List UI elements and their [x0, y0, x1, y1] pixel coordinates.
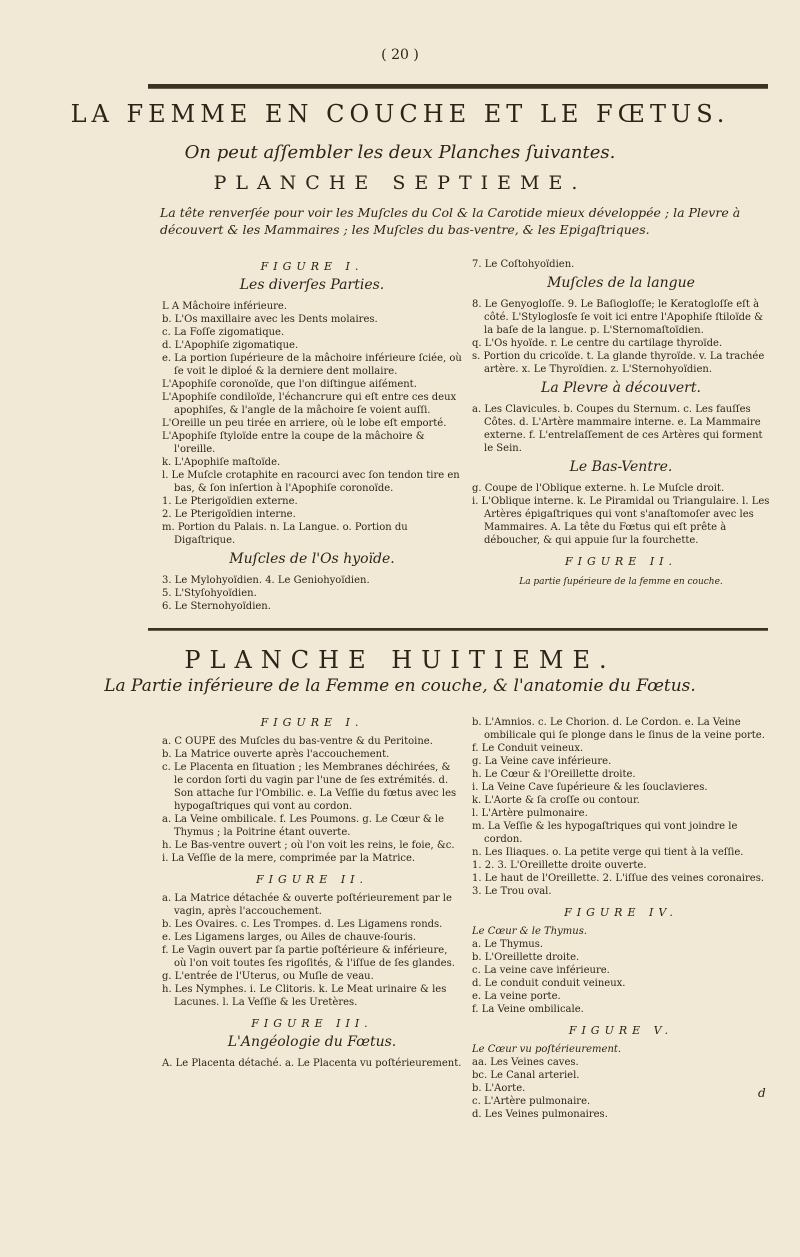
fig-label: FIGURE IV.	[564, 906, 678, 919]
catchword: d	[758, 1086, 766, 1100]
list-item: c. La Foſſe zigomatique.	[162, 327, 285, 338]
list-item: e. La portion ſupérieure de la mâchoire inférieure ſciée, où ſe voit le diploé & la derniere dent mollaire.	[162, 353, 462, 377]
list-item: b. L'Aorte.	[472, 1083, 526, 1094]
fig-caption: La partie ſupérieure de la femme en couche.	[519, 577, 723, 587]
list-item: b. L'Amnios. c. Le Chorion. d. Le Cordon. e. La Veine ombilicale qui ſe plonge dans le ſinus de la veine porte.	[472, 717, 765, 741]
list-item: h. Le Bas-ventre ouvert ; où l'on voit les reins, le foie, &c.	[162, 840, 455, 851]
list-item: A. Le Placenta détaché. a. Le Placenta vu poſtérieurement.	[162, 1058, 462, 1069]
fig-label: FIGURE II.	[564, 555, 678, 568]
fig-label: FIGURE II.	[255, 873, 369, 886]
list-item: l. Le Muſcle crotaphite en racourci avec ſon tendon tire en bas, & ſon inſertion à l'Apophiſe coronoïde.	[162, 470, 460, 494]
list-item: a. La Matrice détachée & ouverte poſtérieurement par le vagin, après l'accouchement.	[162, 893, 452, 917]
plate7-title: PLANCHE SEPTIEME.	[213, 172, 587, 194]
section-title: La Plevre à découvert.	[541, 380, 701, 396]
main-subtitle: On peut aſſembler les deux Planches ſuivantes.	[184, 142, 616, 163]
list-item: m. La Veſſie & les hypogaſtriques qui vont joindre le cordon.	[472, 821, 738, 845]
fig-label: FIGURE I.	[260, 260, 364, 273]
plate7-description: La tête renverſée pour voir les Muſcles du Col & la Carotide mieux développée ; la Plevre à découvert & les Mammaires ; les Muſcles du bas-ventre, & les Epigaſtriques.	[160, 205, 741, 237]
list-item: L'Oreille un peu tirée en arriere, où le lobe eſt emporté.	[162, 418, 447, 429]
list-item: 1. 2. 3. L'Oreillette droite ouverte.	[472, 860, 647, 871]
section-title: Les diverſes Parties.	[239, 277, 385, 293]
list-item: k. L'Aorte & ſa croſſe ou contour.	[472, 795, 640, 806]
list-item: m. Portion du Palais. n. La Langue. o. Portion du Digaſtrique.	[162, 522, 408, 546]
list-item: L'Apophiſe ſtyloïde entre la coupe de la mâchoire & l'oreille.	[162, 431, 425, 455]
list-item: n. Les Iliaques. o. La petite verge qui tient à la veſſie.	[472, 847, 744, 858]
list-item: l. L'Artère pulmonaire.	[472, 808, 588, 819]
plate8-subtitle: La Partie inférieure de la Femme en couche, & l'anatomie du Fœtus.	[104, 676, 696, 696]
list-item: 6. Le Sternohyoïdien.	[162, 601, 271, 612]
section-title: L'Angéologie du Fœtus.	[227, 1034, 397, 1050]
plate8-title: PLANCHE HUITIEME.	[184, 646, 616, 674]
list-item: 8. Le Genyogloſſe. 9. Le Baſiogloſſe; le Keratogloſſe eſt à côté. L'Styloglosſe ſe voit ici entre l'Apophiſe ſtiloïde & la baſe de la langue. p. L'Sternomaſtoïdien.	[472, 299, 764, 336]
fig-label: FIGURE III.	[251, 1017, 373, 1030]
plate8-right-column	[472, 716, 770, 1121]
main-title: LA FEMME EN COUCHE ET LE FŒTUS.	[70, 100, 730, 128]
section-title: Muſcles de l'Os hyoïde.	[229, 551, 395, 567]
list-item: g. La Veine cave inférieure.	[472, 756, 612, 767]
list-item: 1. Le haut de l'Oreillette. 2. L'iſſue des veines coronaires.	[472, 873, 765, 884]
fig-caption: Le Cœur vu poſtérieurement.	[472, 1044, 622, 1055]
list-item: b. L'Oreillette droite.	[472, 952, 580, 963]
list-item: 2. Le Pterigoïdien interne.	[162, 509, 296, 520]
list-item: g. L'entrée de l'Uterus, ou Muſle de veau.	[162, 971, 374, 982]
list-item: b. L'Os maxillaire avec les Dents molaires.	[162, 314, 378, 325]
list-item: d. L'Apophiſe zigomatique.	[162, 340, 299, 351]
list-item: 1. Le Pterigoïdien externe.	[162, 496, 298, 507]
plate7-right-column	[472, 258, 770, 595]
list-item: c. Le Placenta en ſituation ; les Membranes déchirées, & le cordon ſorti du vagin par l'une de ſes extrémités. d. Son attache ſur l'Ombilic. e. La Veſſie du fœtus avec les hypogaſtriques qui vont au cordon.	[162, 762, 457, 812]
list-item: 3. Le Mylohyoïdien. 4. Le Geniohyoïdien.	[162, 575, 370, 586]
list-item: b. Les Ovaires. c. Les Trompes. d. Les Ligamens ronds.	[162, 919, 443, 930]
list-item: i. L'Oblique interne. k. Le Piramidal ou Triangulaire. l. Les Artères épigaſtriques qui vont s'anaſtomoſer avec les Mammaires. A. La tête du Fœtus qui eſt prête à déboucher, & qui appuie ſur la fourchette.	[472, 496, 770, 546]
list-item: f. La Veine ombilicale.	[472, 1004, 584, 1015]
list-item: L'Apophiſe condiloïde, l'échancrure qui eſt entre ces deux apophiſes, & l'angle de la mâchoire ſe voient auſſi.	[162, 392, 457, 416]
list-item: d. Le conduit conduit veineux.	[472, 978, 626, 989]
middle-rule	[148, 628, 768, 631]
list-item: a. Le Thymus.	[472, 939, 544, 950]
page-number: ( 20 )	[381, 47, 419, 63]
list-item: bc. Le Canal arteriel.	[472, 1070, 580, 1081]
section-title: Muſcles de la langue	[547, 275, 695, 291]
list-item: q. L'Os hyoïde. r. Le centre du cartilage thyroïde.	[472, 338, 723, 349]
fig-label: FIGURE V.	[568, 1024, 674, 1037]
section-title: Le Bas-Ventre.	[569, 459, 673, 475]
list-item: 3. Le Trou oval.	[472, 886, 552, 897]
list-item: 7. Le Coſtohyoïdien.	[472, 259, 575, 270]
fig-caption: Le Cœur & le Thymus.	[472, 926, 588, 937]
list-item: i. La Veſſie de la mere, comprimée par la Matrice.	[162, 853, 416, 864]
list-item: e. La veine porte.	[472, 991, 561, 1002]
fig-label: FIGURE I.	[260, 716, 364, 729]
list-item: c. L'Artère pulmonaire.	[472, 1096, 591, 1107]
list-item: d. Les Veines pulmonaires.	[472, 1109, 608, 1120]
list-item: h. Les Nymphes. i. Le Clitoris. k. Le Meat urinaire & les Lacunes. l. La Veſſie & les Uretères.	[162, 984, 447, 1008]
list-item: s. Portion du cricoïde. t. La glande thyroïde. v. La trachée artère. x. Le Thyroïdien. z. L'Sternohyoïdien.	[472, 351, 765, 375]
plate8-left-column	[162, 708, 462, 1070]
list-item: L'Apophiſe coronoïde, que l'on diſtingue aiſément.	[162, 379, 417, 390]
list-item: L A Mâchoire inférieure.	[162, 301, 288, 312]
list-item: i. La Veine Cave ſupérieure & les ſouclavieres.	[472, 782, 708, 793]
top-rule	[148, 84, 768, 89]
list-item: a. La Veine ombilicale. f. Les Poumons. g. Le Cœur & le Thymus ; la Poitrine étant ouverte.	[162, 814, 445, 838]
plate7-left-column	[162, 252, 462, 613]
list-item: f. Le Vagin ouvert par ſa partie poſtérieure & inférieure, où l'on voit toutes ſes rigoſités, & l'iſſue de ſes glandes.	[162, 945, 455, 969]
list-item: a. Les Clavicules. b. Coupes du Sternum. c. Les fauſſes Côtes. d. L'Artère mammaire interne. e. La Mammaire externe. f. L'entrelaſſement de ces Artères qui forment le Sein.	[472, 404, 763, 454]
list-item: f. Le Conduit veineux.	[472, 743, 584, 754]
list-item: aa. Les Veines caves.	[472, 1057, 579, 1068]
list-item: c. La veine cave inférieure.	[472, 965, 610, 976]
list-item: e. Les Ligamens larges, ou Ailes de chauve-ſouris.	[162, 932, 417, 943]
list-item: h. Le Cœur & l'Oreillette droite.	[472, 769, 636, 780]
list-item: g. Coupe de l'Oblique externe. h. Le Muſcle droit.	[472, 483, 725, 494]
list-item: a. C OUPE des Muſcles du bas-ventre & du Peritoine.	[162, 736, 433, 747]
list-item: k. L'Apophiſe maſtoïde.	[162, 457, 281, 468]
list-item: b. La Matrice ouverte après l'accouchement.	[162, 749, 390, 760]
list-item: 5. L'Styſohyoïdien.	[162, 588, 257, 599]
